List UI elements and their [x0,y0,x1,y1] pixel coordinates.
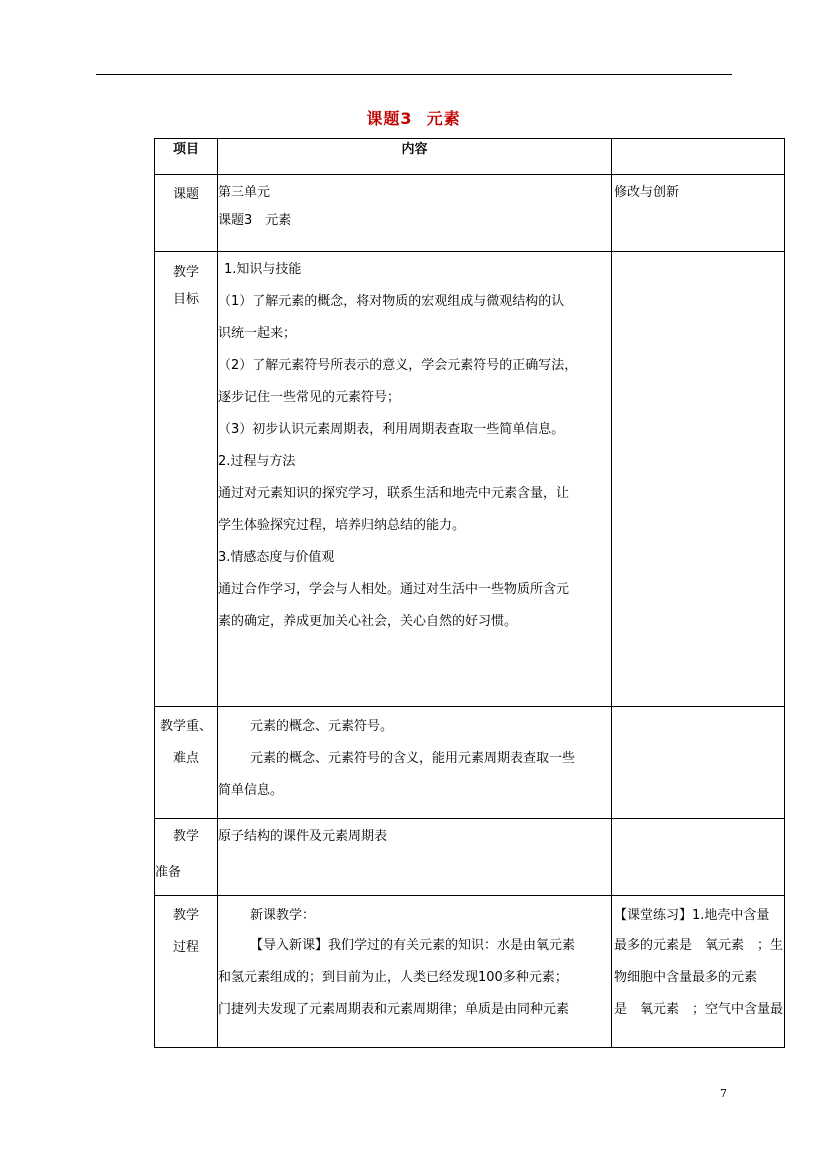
prep-line-1: 原子结构的课件及元素周期表 [218,829,388,844]
header-rule [96,74,732,75]
goals-line: 素的确定，养成更加关心社会，关心自然的好习惯。 [218,614,518,629]
goals-row [155,252,785,707]
goals-label-1: 教学 [172,265,199,280]
topic-side-note: 修改与创新 [614,185,680,200]
prep-label-cell [155,819,218,896]
goals-line: 1.知识与技能 [224,262,302,277]
key-points-content-cell [218,707,612,819]
process-label-2: 过程 [172,940,199,955]
key-points-line-3: 简单信息。 [218,783,284,798]
process-line: 门捷列夫发现了元素周期表和元素周期律；单质是由同种元素 [218,1002,570,1017]
prep-side-cell [612,819,785,896]
goals-line: 通过合作学习，学会与人相处。通过对生活中一些物质所含元 [218,582,570,597]
process-label-cell [155,896,218,1048]
process-line: 新课教学： [250,908,316,923]
process-side-line: 是 氧元素 ；空气中含量最 [614,1002,784,1017]
topic-side-cell [612,175,785,252]
topic-row [155,175,785,252]
process-side-line: 最多的元素是 氧元素 ；生 [614,938,784,953]
prep-content-cell [218,819,612,896]
process-label-1: 教学 [172,908,199,923]
goals-label-2: 目标 [172,292,199,307]
goals-line: 2.过程与方法 [218,454,296,469]
key-points-row [155,707,785,819]
goals-label-cell [155,252,218,707]
prep-label-1: 教学 [172,829,199,844]
title-part-2: 元素 [426,109,461,128]
goals-content-cell [218,252,612,707]
goals-line: 通过对元素知识的探究学习，联系生活和地壳中元素含量，让 [218,486,570,501]
process-line: 和氢元素组成的；到目前为止，人类已经发现100多种元素； [218,970,568,985]
topic-label-cell [155,175,218,252]
prep-label-2: 准备 [155,865,182,880]
goals-side-cell [612,252,785,707]
process-line: 【导入新课】我们学过的有关元素的知识：水是由氧元素 [250,938,576,953]
topic-line-1: 第三单元 [218,185,271,200]
header-item: 项目 [155,139,218,175]
key-points-side-cell [612,707,785,819]
key-points-label-2: 难点 [172,751,199,766]
key-points-line-1: 元素的概念、元素符号。 [250,719,394,734]
goals-line: 识统一起来； [218,326,297,341]
goals-line: （3）初步认识元素周期表，利用周期表查取一些简单信息。 [218,422,565,437]
process-content-cell [218,896,612,1048]
goals-line: 3.情感态度与价值观 [218,550,335,565]
key-points-label-cell [155,707,218,819]
goals-line: （1）了解元素的概念，将对物质的宏观组成与微观结构的认 [218,294,565,309]
goals-line: 逐步记住一些常见的元素符号； [218,390,401,405]
header-row [155,139,785,175]
process-side-line: 【课堂练习】1.地壳中含量 [614,908,770,923]
document-title [0,106,827,129]
goals-line: 学生体验探究过程，培养归纳总结的能力。 [218,518,466,533]
process-row [155,896,785,1048]
process-side-cell [612,896,785,1048]
topic-content-cell [218,175,612,252]
goals-line: （2）了解元素符号所表示的意义，学会元素符号的正确写法， [218,358,578,373]
topic-label: 课题 [172,187,199,202]
header-notes [612,139,785,175]
process-side-line: 物细胞中含量最多的元素 [614,970,758,985]
key-points-label-1: 教学重、 [159,719,212,734]
lesson-plan-table [154,138,785,1048]
prep-row [155,819,785,896]
title-part-1: 课题3 [366,109,413,128]
header-content: 内容 [218,139,612,175]
topic-line-2: 课题3 元素 [218,213,292,228]
key-points-line-2: 元素的概念、元素符号的含义，能用元素周期表查取一些 [250,751,576,766]
page-number: 7 [720,1087,727,1100]
